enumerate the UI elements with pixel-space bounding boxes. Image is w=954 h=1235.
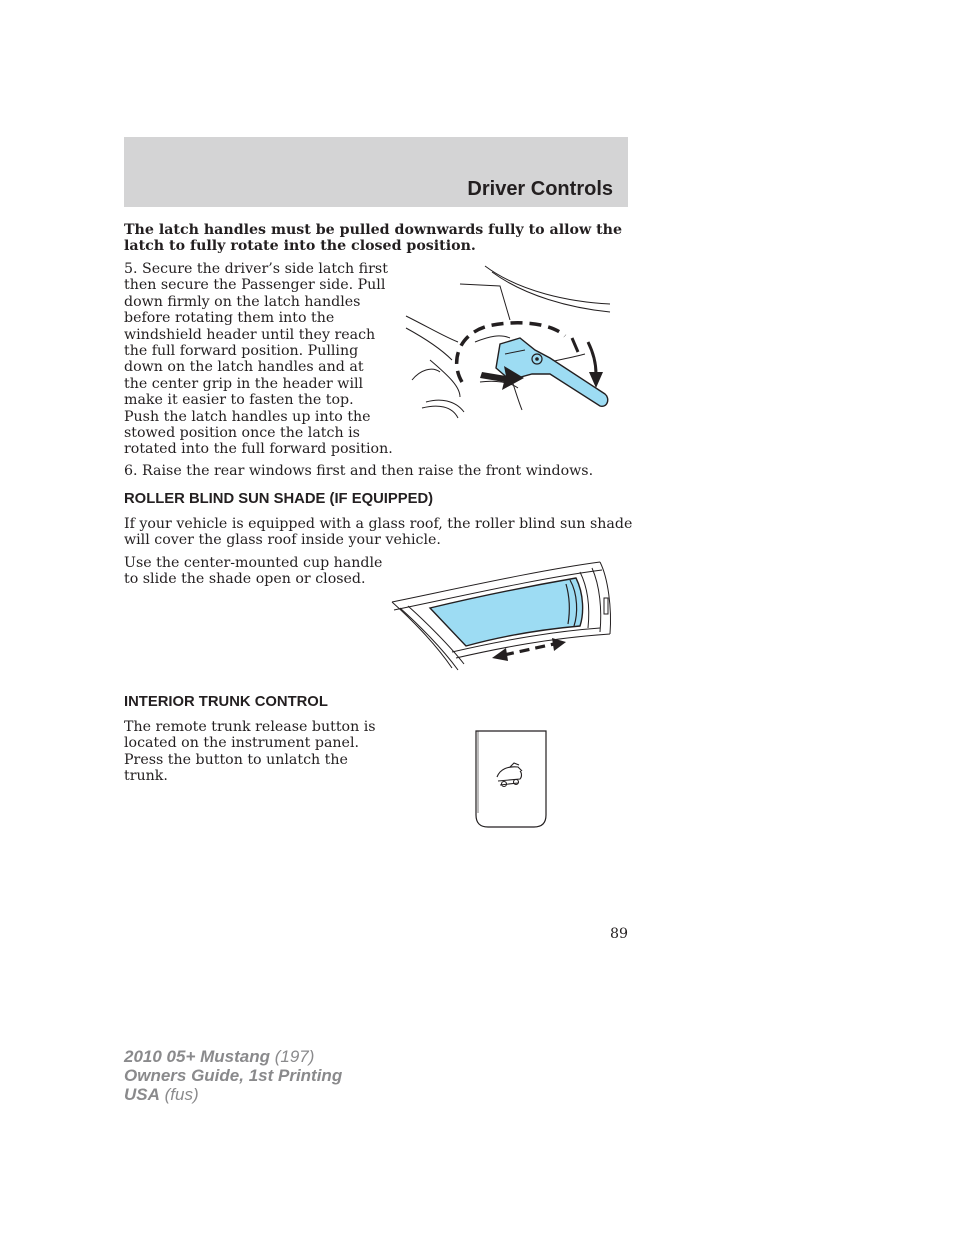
step-5-line: before rotating them into the (124, 310, 335, 327)
cup-handle-paragraph (124, 555, 382, 588)
trunk-line: located on the instrument panel. (124, 735, 360, 752)
step-5-line: windshield header until they reach (124, 326, 376, 343)
roller-line: If your vehicle is equipped with a glass roof, the roller blind sun shade (124, 516, 633, 532)
step-5-line: down on the latch handles and at (124, 359, 364, 376)
step-5-line: stowed position once the latch is (124, 425, 360, 442)
trunk-line: Press the button to unlatch the (124, 751, 348, 768)
roller-line: will cover the glass roof inside your vehicle. (124, 532, 441, 549)
section-title: Driver Controls (467, 178, 613, 200)
trunk-line: The remote trunk release button is (124, 719, 376, 735)
trunk-control-heading: INTERIOR TRUNK CONTROL (124, 694, 328, 710)
trunk-line: trunk. (124, 768, 168, 785)
footer-market-code: (fus) (159, 1085, 199, 1104)
section-header-bar (124, 137, 628, 207)
cup-handle-line: Use the center-mounted cup handle (124, 555, 383, 571)
cup-handle-line: to slide the shade open or closed. (124, 571, 366, 588)
step-5-line: the center grip in the header will (124, 375, 364, 392)
step-6-paragraph: 6. Raise the rear windows first and then raise the front windows. (124, 463, 594, 479)
roller-blind-paragraph (124, 516, 632, 549)
step-5-line: the full forward position. Pulling (124, 343, 359, 360)
latch-handle-illustration (400, 262, 615, 432)
warning-line: latch to fully rotate into the closed position. (124, 238, 476, 255)
step-5-paragraph (124, 261, 393, 458)
step-5-line: make it easier to fasten the top. (124, 392, 354, 409)
footer-line-1 (124, 1047, 342, 1066)
step-5-line: then secure the Passenger side. Pull (124, 277, 386, 294)
warning-line: The latch handles must be pulled downwards fully to allow the (124, 222, 623, 238)
step-5-line: Push the latch handles up into the (124, 408, 371, 425)
latch-warning (124, 222, 622, 255)
page-number: 89 (609, 926, 628, 942)
trunk-release-button-illustration (474, 729, 548, 829)
footer-line-3 (124, 1085, 342, 1104)
roller-blind-heading: ROLLER BLIND SUN SHADE (IF EQUIPPED) (124, 491, 434, 507)
step-5-line: down firmly on the latch handles (124, 293, 361, 310)
sun-shade-illustration (390, 558, 615, 673)
footer-model: 2010 05+ Mustang (124, 1047, 270, 1066)
step-5-line: rotated into the full forward position. (124, 441, 393, 458)
trunk-control-paragraph (124, 719, 376, 785)
footer-line-2: Owners Guide, 1st Printing (124, 1066, 343, 1085)
document-footer (124, 1047, 342, 1104)
step-5-line: 5. Secure the driver’s side latch first (124, 261, 388, 277)
footer-code: (197) (270, 1047, 315, 1066)
footer-market: USA (124, 1085, 160, 1104)
